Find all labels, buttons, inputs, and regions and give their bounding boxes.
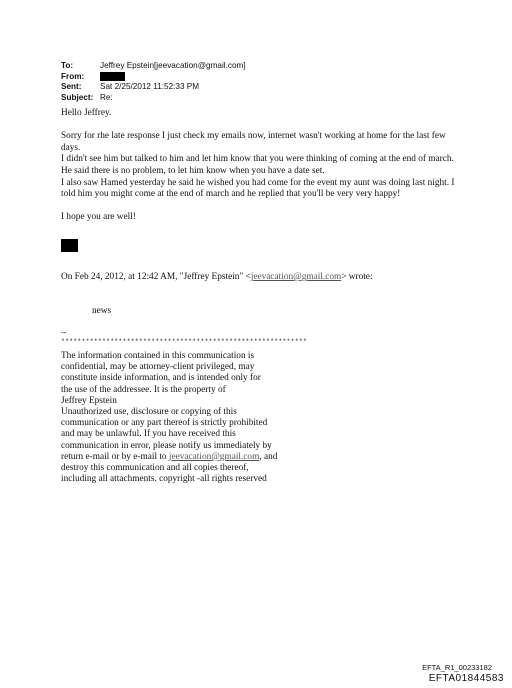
from-label: From: [61,71,85,81]
disclaimer-line: The information contained in this communication is [61,351,255,361]
quote-prefix: On Feb 24, 2012, at 12:42 AM, "Jeffrey Epstein" < [61,272,251,282]
to-value: Jeffrey Epstein[jeevacation@gmail.com] [100,61,246,70]
body-paragraph-3: I also saw Hamed yesterday he said he wished you had come for the event my aunt was doing last night. I told him you might come at the end of march and he replied that you'll be very very happy! [61,177,455,200]
header-from [61,72,246,83]
header-to [61,61,246,72]
to-label: To: [61,61,74,70]
signature-stars: ************************************************************ [61,338,308,345]
disclaimer-line: confidential, may be attorney-client privileged, may [61,362,255,373]
footer-id-2: EFTA01844583 [428,673,504,684]
quote-header [61,272,373,282]
disclaimer-line: including all attachments. copyright -all rights reserved [61,474,267,485]
quoted-content: news [92,306,112,316]
header-subject [61,93,246,104]
header-sent [61,82,246,93]
closing: I hope you are well! [61,212,136,223]
disclaimer-line: and may be unlawful. If you have received this [61,429,236,440]
subject-label: Subject: [61,92,94,102]
disclaimer-line: constitute inside information, and is intended only for [61,373,261,384]
disclaimer-email-link[interactable]: jeevacation@gmail.com [168,451,260,462]
quote-email-link[interactable]: jeevacation@gmail.com [250,272,342,282]
redaction-box [100,72,125,81]
subject-value: Re: [100,92,113,102]
body-paragraph-1: Sorry for rhe late response I just check my emails now, internet wasn't working at home for the last few days. [61,131,446,153]
disclaimer-line: communication or any part thereof is strictly prohibited [61,418,268,429]
signature-dashes: -- [61,328,67,337]
email-header [61,61,246,103]
disclaimer-line-email [61,452,311,463]
disclaimer-line: Unauthorized use, disclosure or copying of this [61,407,237,418]
disclaimer-email-suffix: , and [259,451,278,462]
body-paragraph-2: I didn't see him but talked to him and let him know that you were thinking of coming at the end of march. He said there is no problem, to let him know when you have a date set. [61,154,454,176]
disclaimer-email-prefix: return e-mail or by e-mail to [61,451,169,462]
sent-value: Sat 2/25/2012 11:52:33 PM [100,82,200,91]
sent-label: Sent: [61,82,82,91]
disclaimer [61,351,311,485]
disclaimer-line: destroy this communication and all copies thereof, [61,463,249,474]
quote-suffix: > wrote: [341,272,373,282]
signature-redaction [61,239,78,252]
footer-id-1: EFTA_R1_00233182 [422,663,492,672]
disclaimer-line: Jeffrey Epstein [61,395,117,406]
email-body [61,108,461,256]
disclaimer-line: the use of the addressee. It is the property of [61,384,226,395]
greeting: Hello Jeffrey. [61,108,112,118]
disclaimer-line: communication in error, please notify us immediately by [61,440,272,451]
